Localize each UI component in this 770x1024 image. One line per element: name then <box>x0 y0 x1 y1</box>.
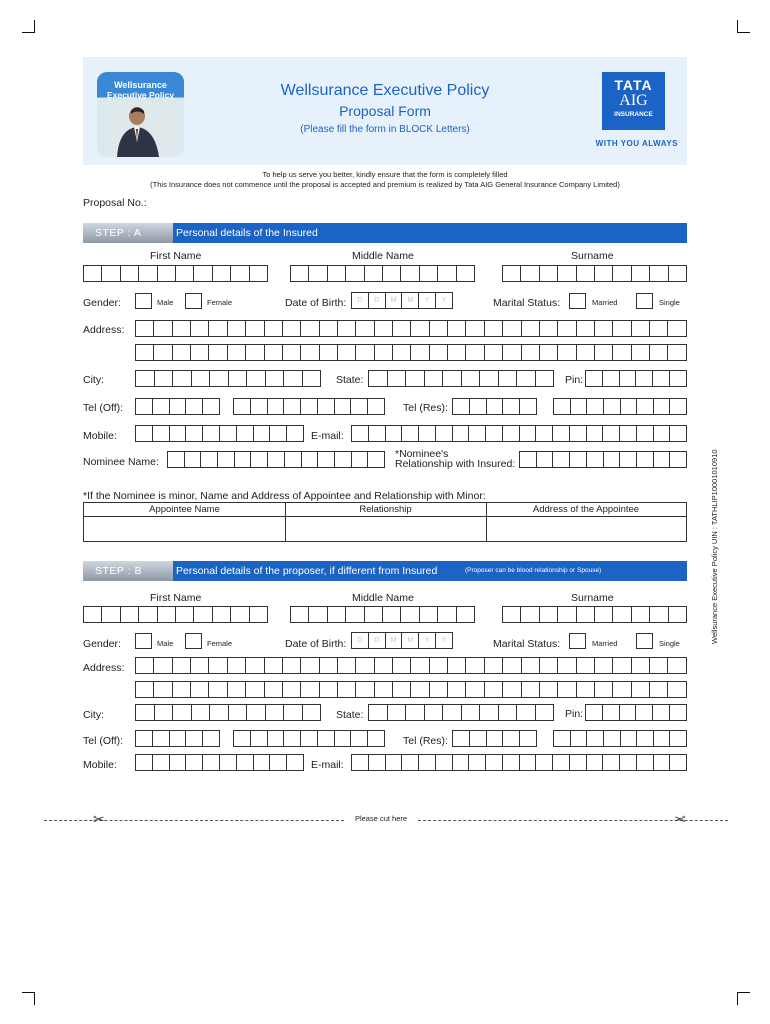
middle-name-boxes[interactable] <box>290 265 475 282</box>
proposer-tel-res-label: Tel (Res): <box>403 735 448 747</box>
proposer-single-label: Single <box>659 639 680 648</box>
appointee-name-header: Appointee Name <box>149 504 220 515</box>
dob-hint-y1: Y <box>419 293 436 308</box>
proposer-dob-hint-d1: D <box>352 633 369 648</box>
appointee-table <box>83 502 687 542</box>
proposer-city-boxes[interactable] <box>135 704 321 721</box>
cut-line-left <box>44 820 344 821</box>
scissors-icon: ✂ <box>93 811 105 827</box>
proposer-gender-male-label: Male <box>157 639 174 648</box>
appointee-name-cell[interactable] <box>85 518 284 540</box>
proposer-tel-res-number-boxes[interactable] <box>553 730 687 747</box>
appointee-address-cell[interactable] <box>487 518 685 540</box>
dob-hint-d1: D <box>352 293 369 308</box>
scissors-icon: ✂ <box>674 811 686 827</box>
executive-photo-icon <box>107 102 177 157</box>
nominee-name-boxes[interactable] <box>167 451 385 468</box>
proposer-email-boxes[interactable] <box>351 754 687 771</box>
product-badge <box>97 72 184 157</box>
proposer-dob-hint-d2: D <box>369 633 386 648</box>
proposer-pin-label: Pin: <box>565 708 584 720</box>
nominee-name-label: Nominee Name: <box>83 456 159 468</box>
mobile-label: Mobile: <box>83 430 117 442</box>
proposer-mobile-label: Mobile: <box>83 759 117 771</box>
pin-boxes[interactable] <box>585 370 687 387</box>
city-boxes[interactable] <box>135 370 321 387</box>
proposer-dob-hint-y2: Y <box>436 633 453 648</box>
proposer-middle-name-label: Middle Name <box>352 592 414 604</box>
single-checkbox[interactable] <box>636 293 653 309</box>
proposer-dob-label: Date of Birth: <box>285 638 347 650</box>
proposer-address-boxes-line2[interactable] <box>135 681 687 698</box>
logo-tata-text: TATA <box>614 77 653 93</box>
nominee-relationship-boxes[interactable] <box>519 451 687 468</box>
proposer-pin-boxes[interactable] <box>585 704 687 721</box>
proposer-state-boxes[interactable] <box>368 704 554 721</box>
city-label: City: <box>83 374 104 386</box>
proposer-middle-name-boxes[interactable] <box>290 606 475 623</box>
crop-mark-bottom-right <box>737 992 750 1005</box>
proposal-no-field[interactable] <box>152 197 272 211</box>
appointee-note: *If the Nominee is minor, Name and Address of Appointee and Relationship with Minor: <box>83 490 486 502</box>
proposal-no-label: Proposal No.: <box>83 197 147 209</box>
gender-female-label: Female <box>207 298 233 307</box>
tel-off-label: Tel (Off): <box>83 402 124 414</box>
address-label: Address: <box>83 324 125 336</box>
proposer-gender-label: Gender: <box>83 638 121 650</box>
proposer-dob-hint-y1: Y <box>419 633 436 648</box>
notice-line-2: (This Insurance does not commence until the proposal is accepted and premium is realized by Tata AIG General Insurance Company Limited) <box>150 180 620 189</box>
appointee-address-header: Address of the Appointee <box>532 504 640 515</box>
tel-off-code-boxes[interactable] <box>135 398 220 415</box>
crop-mark-top-left <box>22 20 35 33</box>
badge-text-line1: Wellsurance <box>114 80 167 90</box>
proposer-address-boxes-line1[interactable] <box>135 657 687 674</box>
form-subtitle: Proposal Form <box>339 103 431 119</box>
nominee-relationship-label-1: *Nominee's <box>395 448 449 460</box>
dob-hint-d2: D <box>369 293 386 308</box>
dob-hint-y2: Y <box>436 293 453 308</box>
middle-name-label: Middle Name <box>352 250 414 262</box>
side-uin-text: Wellsurance Executive Policy UIN : TATHLIP10001010910 <box>710 449 719 644</box>
state-boxes[interactable] <box>368 370 554 387</box>
tata-aig-logo <box>602 72 665 130</box>
step-a-tag: STEP : A <box>83 223 173 243</box>
nominee-relationship-label-2: Relationship with Insured: <box>395 458 516 470</box>
cut-here-label: Please cut here <box>354 814 408 823</box>
mobile-boxes[interactable] <box>135 425 304 442</box>
appointee-relationship-header: Relationship <box>359 504 412 515</box>
state-label: State: <box>336 374 364 386</box>
step-a-title: Personal details of the Insured <box>176 227 318 239</box>
notice-line-1: To help us serve you better, kindly ensure that the form is completely filled <box>262 170 508 179</box>
proposer-gender-female-label: Female <box>207 639 233 648</box>
proposer-dob-hint-m2: M <box>402 633 419 648</box>
proposer-married-label: Married <box>592 639 618 648</box>
dob-hint-m1: M <box>386 293 403 308</box>
marital-status-label: Marital Status: <box>493 297 561 309</box>
step-b-title: Personal details of the proposer, if different from Insured <box>176 565 438 577</box>
proposer-single-checkbox[interactable] <box>636 633 653 649</box>
email-boxes[interactable] <box>351 425 687 442</box>
crop-mark-bottom-left <box>22 992 35 1005</box>
dob-hint <box>352 293 453 308</box>
step-b-header <box>83 561 687 581</box>
crop-mark-top-right <box>737 20 750 33</box>
dob-hint-m2: M <box>402 293 419 308</box>
proposer-email-label: E-mail: <box>311 759 344 771</box>
first-name-label: First Name <box>150 250 202 262</box>
proposer-mobile-boxes[interactable] <box>135 754 304 771</box>
email-label: E-mail: <box>311 430 344 442</box>
badge-text-line2: Executive Policy <box>106 90 175 100</box>
tagline: WITH YOU ALWAYS <box>595 139 678 148</box>
tel-off-number-boxes[interactable] <box>233 398 385 415</box>
logo-insurance-text: INSURANCE <box>614 111 653 118</box>
proposer-married-checkbox[interactable] <box>569 633 586 649</box>
logo-aig-text: AIG <box>619 92 648 109</box>
proposer-gender-male-checkbox[interactable] <box>135 633 152 649</box>
proposer-surname-boxes[interactable] <box>502 606 687 623</box>
step-b-tag: STEP : B <box>83 561 173 581</box>
married-label: Married <box>592 298 618 307</box>
proposer-dob-hint-m1: M <box>386 633 403 648</box>
proposer-dob-boxes[interactable] <box>351 632 453 649</box>
gender-male-checkbox[interactable] <box>135 293 152 309</box>
proposer-tel-off-number-boxes[interactable] <box>233 730 385 747</box>
step-a-header <box>83 223 687 243</box>
first-name-boxes[interactable] <box>83 265 268 282</box>
proposer-marital-status-label: Marital Status: <box>493 638 561 650</box>
proposer-city-label: City: <box>83 709 104 721</box>
proposer-dob-hint <box>352 633 453 648</box>
single-label: Single <box>659 298 680 307</box>
surname-boxes[interactable] <box>502 265 687 282</box>
gender-female-checkbox[interactable] <box>185 293 202 309</box>
proposer-tel-res-code-boxes[interactable] <box>452 730 537 747</box>
form-instruction: (Please fill the form in BLOCK Letters) <box>300 124 470 135</box>
surname-label: Surname <box>571 250 614 262</box>
address-boxes-line1[interactable] <box>135 320 687 337</box>
proposer-first-name-label: First Name <box>150 592 202 604</box>
proposer-surname-label: Surname <box>571 592 614 604</box>
step-b-note: (Proposer can be blood relationship or Spouse) <box>465 567 602 574</box>
proposer-tel-off-code-boxes[interactable] <box>135 730 220 747</box>
gender-label: Gender: <box>83 297 121 309</box>
proposer-address-label: Address: <box>83 662 125 674</box>
dob-boxes[interactable] <box>351 292 453 309</box>
form-title: Wellsurance Executive Policy <box>280 82 490 99</box>
gender-male-label: Male <box>157 298 174 307</box>
tel-res-label: Tel (Res): <box>403 402 448 414</box>
appointee-relationship-cell[interactable] <box>286 518 485 540</box>
proposer-first-name-boxes[interactable] <box>83 606 268 623</box>
address-boxes-line2[interactable] <box>135 344 687 361</box>
pin-label: Pin: <box>565 374 584 386</box>
tel-res-number-boxes[interactable] <box>553 398 687 415</box>
proposer-state-label: State: <box>336 709 364 721</box>
married-checkbox[interactable] <box>569 293 586 309</box>
proposer-tel-off-label: Tel (Off): <box>83 735 124 747</box>
dob-label: Date of Birth: <box>285 297 347 309</box>
tel-res-code-boxes[interactable] <box>452 398 537 415</box>
proposer-gender-female-checkbox[interactable] <box>185 633 202 649</box>
